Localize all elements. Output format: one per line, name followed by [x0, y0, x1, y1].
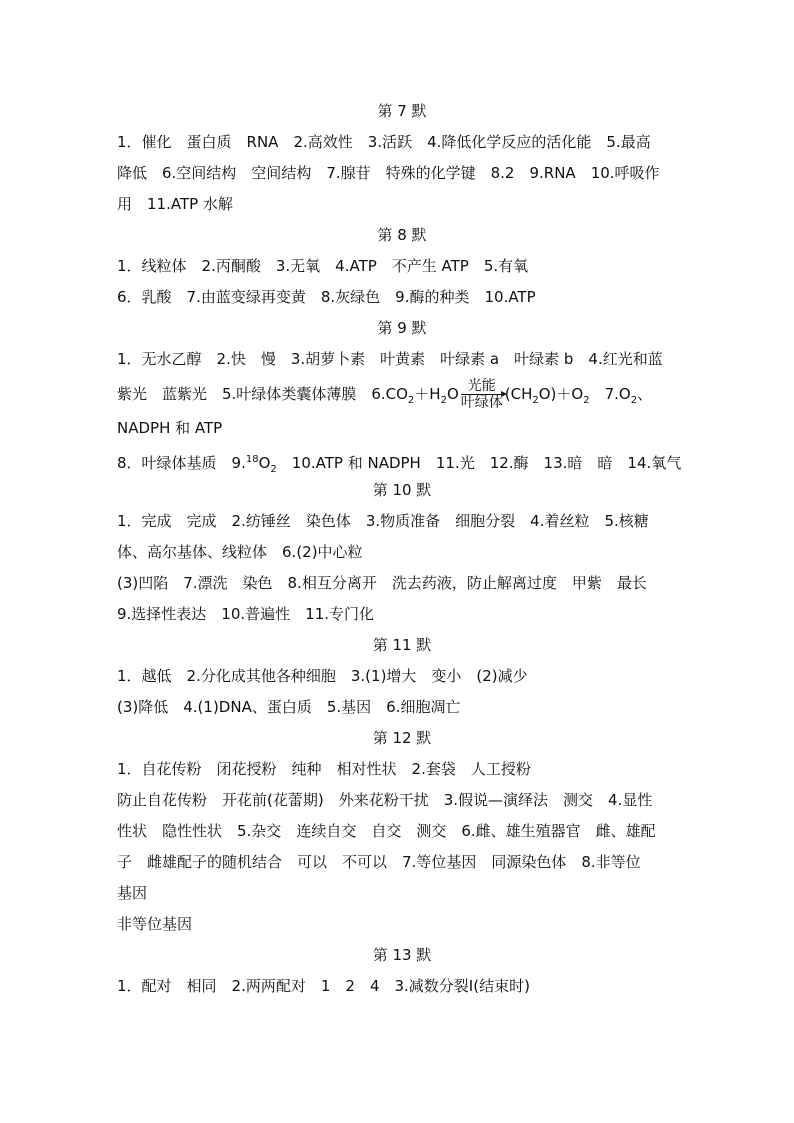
equation-text: 7.O — [589, 385, 631, 403]
superscript: 18 — [245, 454, 259, 465]
answer-line: 性状 隐性性状 5.杂交 连续自交 自交 测交 6.雌、雄生殖器官 雌、雄配 — [117, 822, 656, 840]
reaction-arrow — [461, 379, 503, 410]
subscript: 2 — [440, 395, 447, 406]
answer-line: 体、高尔基体、线粒体 6.(2)中心粒 — [117, 543, 363, 561]
answer-line: 非等位基因 — [117, 915, 193, 933]
section-heading-13: 第 13 默 — [372, 946, 432, 964]
equation-text: 、 — [637, 385, 653, 403]
answer-line: 用 11.ATP 水解 — [117, 195, 233, 213]
subscript: 2 — [532, 395, 539, 406]
answer-line: 1．越低 2.分化成其他各种细胞 3.(1)增大 变小 (2)减少 — [117, 667, 528, 685]
reaction-condition-top: 光能 — [467, 378, 496, 394]
equation-text: ＋H — [414, 385, 441, 403]
answer-line — [117, 444, 687, 475]
answer-line: 降低 6.空间结构 空间结构 7.腺苷 特殊的化学键 8.2 9.RNA 10.呼吸作 — [117, 164, 660, 182]
section-heading-8: 第 8 默 — [377, 226, 427, 244]
answer-line: 9.选择性表达 10.普遍性 11.专门化 — [117, 605, 375, 623]
reaction-condition-bottom: 叶绿体 — [460, 395, 503, 411]
subscript: 2 — [270, 464, 277, 475]
answer-line: 1．完成 完成 2.纺锤丝 染色体 3.物质准备 细胞分裂 4.着丝粒 5.核糖 — [117, 512, 649, 530]
subscript: 2 — [583, 395, 590, 406]
section-heading-10: 第 10 默 — [372, 481, 432, 499]
answer-line: 1．线粒体 2.丙酮酸 3.无氧 4.ATP 不产生 ATP 5.有氧 — [117, 257, 529, 275]
section-heading-11: 第 11 默 — [372, 636, 432, 654]
photosynthesis-equation-line — [117, 375, 687, 413]
answer-line: 1．无水乙醇 2.快 慢 3.胡萝卜素 叶黄素 叶绿素 a 叶绿素 b 4.红光和蓝 — [117, 350, 663, 368]
answer-line: (3)凹陷 7.漂洗 染色 8.相互分离开 洗去药液，防止解离过度 甲紫 最长 — [117, 574, 647, 592]
equation-text: O)＋O — [538, 385, 584, 403]
answer-line: 子 雌雄配子的随机结合 可以 不可以 7.等位基因 同源染色体 8.非等位 — [117, 853, 641, 871]
answer-line: 基因 — [117, 884, 148, 902]
equation-prefix: 紫光 蓝紫光 5.叶绿体类囊体薄膜 6.CO — [117, 385, 408, 403]
answer-line: NADPH 和 ATP — [117, 419, 223, 437]
answer-text: 10.ATP 和 NADPH 11.光 12.酶 13.暗 暗 14.氧气 — [276, 454, 682, 472]
answer-line: 防止自花传粉 开花前(花蕾期) 外来花粉干扰 3.假说—演绎法 测交 4.显性 — [117, 791, 653, 809]
document-page — [117, 96, 687, 1002]
subscript: 2 — [407, 395, 415, 406]
answer-line: 1．配对 相同 2.两两配对 1 2 4 3.减数分裂Ⅰ(结束时) — [117, 977, 530, 995]
section-heading-7: 第 7 默 — [377, 102, 427, 120]
equation-text: (CH — [504, 385, 533, 403]
section-heading-9: 第 9 默 — [377, 319, 427, 337]
subscript: 2 — [630, 395, 638, 406]
arrow-icon — [461, 394, 503, 395]
answer-text: O — [258, 454, 271, 472]
answer-text: 8．叶绿体基质 9. — [117, 454, 246, 472]
answer-line: (3)降低 4.(1)DNA、蛋白质 5.基因 6.细胞凋亡 — [117, 698, 461, 716]
answer-line: 1．自花传粉 闭花授粉 纯种 相对性状 2.套袋 人工授粉 — [117, 760, 531, 778]
section-heading-12: 第 12 默 — [372, 729, 432, 747]
answer-line: 6．乳酸 7.由蓝变绿再变黄 8.灰绿色 9.酶的种类 10.ATP — [117, 288, 536, 306]
answer-line: 1．催化 蛋白质 RNA 2.高效性 3.活跃 4.降低化学反应的活化能 5.最高 — [117, 133, 651, 151]
equation-text: O — [446, 385, 459, 403]
